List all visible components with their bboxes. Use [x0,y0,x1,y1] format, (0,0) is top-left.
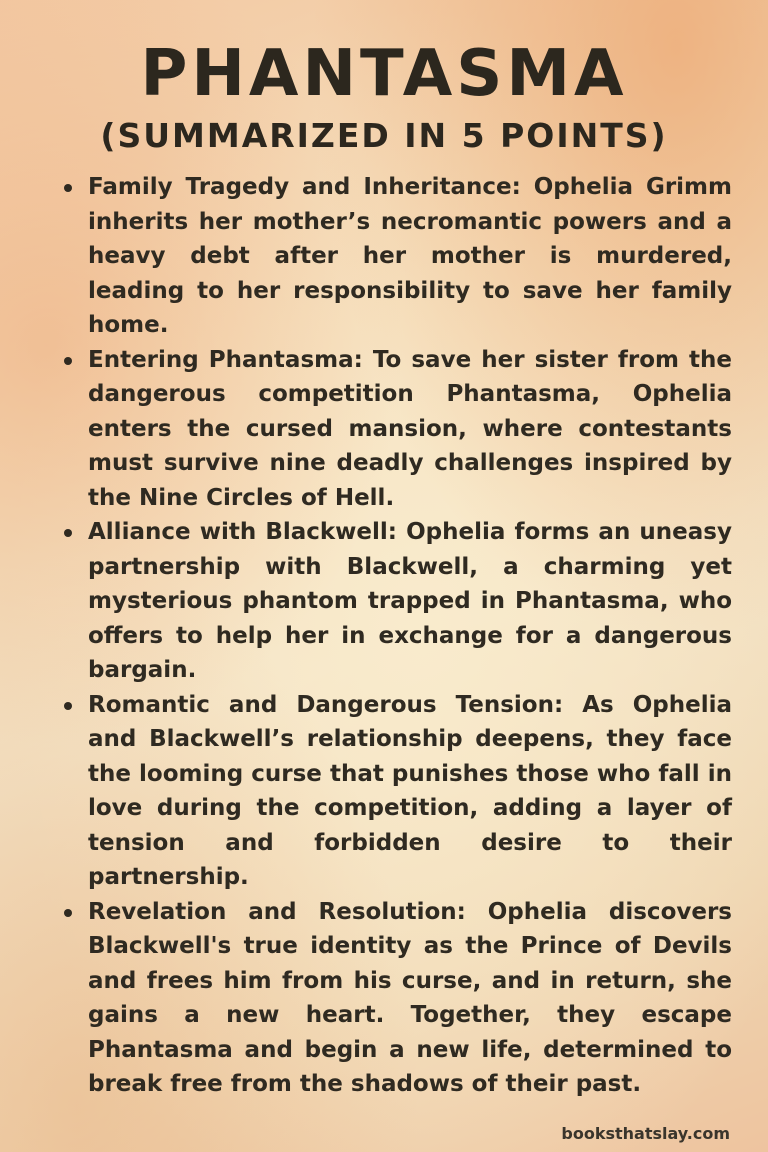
site-watermark: booksthatslay.com [561,1124,730,1143]
summary-point-1 [58,170,732,343]
summary-point-3 [58,515,732,688]
poster-subtitle: (SUMMARIZED IN 5 POINTS) [100,116,668,155]
summary-point-text: Revelation and Resolution: Ophelia discovers Blackwell's true identity as the Prince of Devils and frees him from his curse, and in return, she gains a new heart. Together, they escape Phantasma and begin a new life, determined to break free from the shadows of their past. [88,898,732,1097]
summary-point-text: Entering Phantasma: To save her sister from the dangerous competition Phantasma, Ophelia enters the cursed mansion, where contestants must survive nine deadly challenges inspired by the Nine Circles of Hell. [88,346,732,511]
poster-title: PHANTASMA [140,37,628,111]
bullet-icon [64,909,72,917]
bullet-icon [64,357,72,365]
summary-point-4 [58,688,732,895]
bullet-icon [64,184,72,192]
summary-point-text: Alliance with Blackwell: Ophelia forms an uneasy partnership with Blackwell, a charming yet mysterious phantom trapped in Phantasma, who offers to help her in exchange for a dangerous bargain. [88,519,732,683]
summary-points-list [58,170,732,1102]
bullet-icon [64,702,72,710]
bullet-icon [64,529,72,537]
summary-point-2 [58,343,732,516]
summary-point-5 [58,895,732,1102]
summary-point-text: Romantic and Dangerous Tension: As Ophelia and Blackwell’s relationship deepens, they face the looming curse that punishes those who fall in love during the competition, adding a layer of tension and forbidden desire to their partnership. [88,691,732,890]
summary-point-text: Family Tragedy and Inheritance: Ophelia Grimm inherits her mother’s necromantic powers and a heavy debt after her mother is murdered, leading to her responsibility to save her family home. [88,174,732,338]
